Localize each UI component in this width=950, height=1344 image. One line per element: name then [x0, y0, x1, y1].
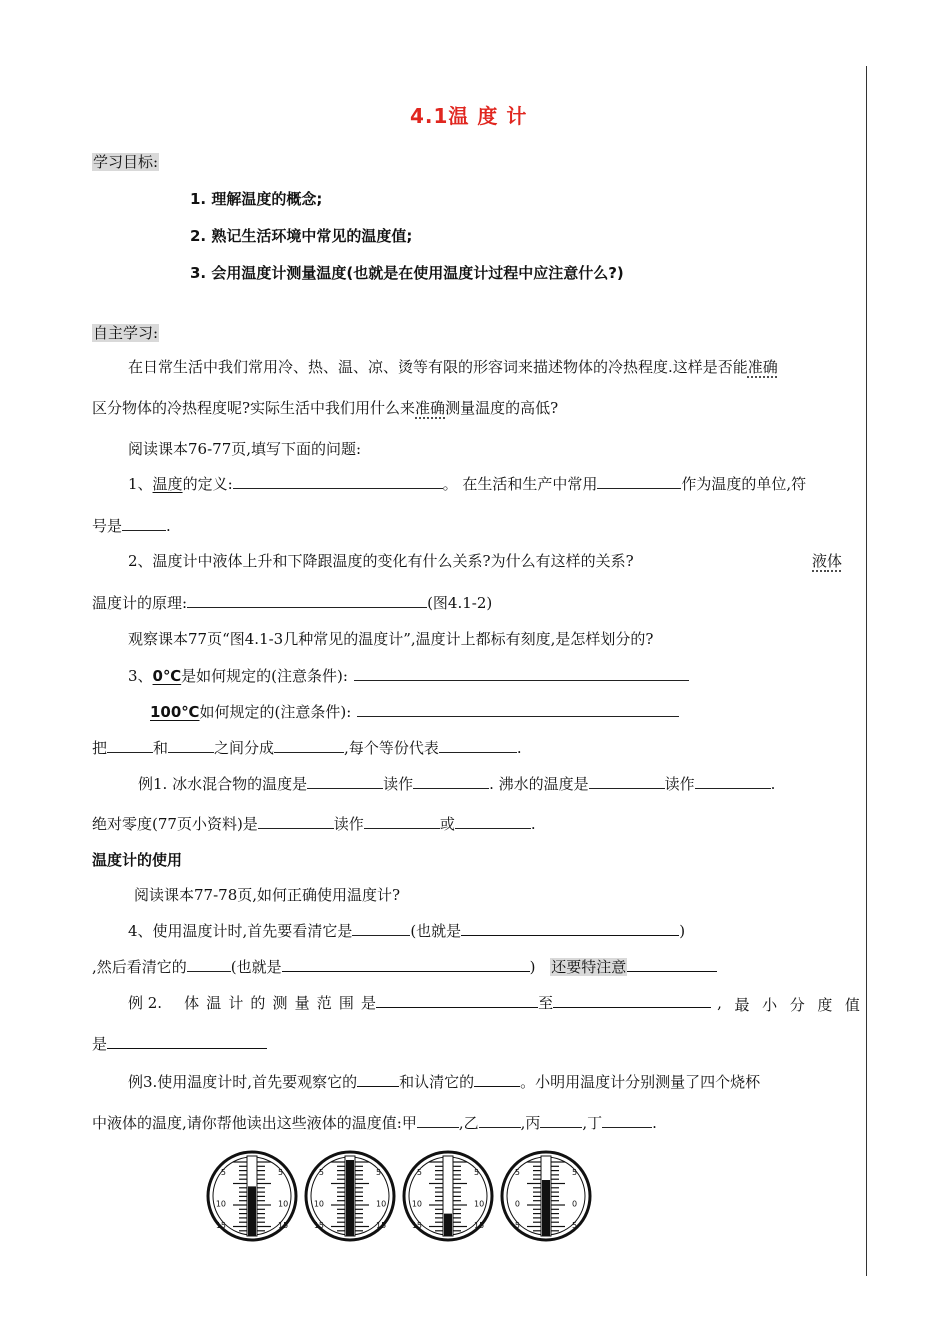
example-1: 例1. 冰水混合物的温度是 读作 . 沸水的温度是 读作 .	[138, 775, 776, 793]
fill-blank[interactable]	[417, 1113, 459, 1128]
question-1-cont: 号是 .	[92, 517, 171, 535]
fill-blank[interactable]	[455, 814, 531, 829]
dial-label: 10	[278, 1199, 289, 1209]
intro-line-1: 在日常生活中我们常用冷、热、温、凉、烫等有限的形容词来描述物体的冷热程度.这样是否能准确	[128, 358, 778, 376]
dial-label: 10	[376, 1199, 387, 1209]
liquid-column	[248, 1186, 256, 1236]
fill-blank[interactable]	[439, 738, 517, 753]
fill-blank[interactable]	[354, 666, 689, 681]
spread-char: ,	[717, 994, 722, 1012]
fill-blank[interactable]	[168, 738, 214, 753]
thermometer-dial	[502, 1152, 590, 1240]
thermometer-figures	[205, 1148, 595, 1244]
self-study-heading: 自主学习:	[93, 324, 159, 342]
dial-label: 5	[572, 1168, 578, 1177]
dial-label: 5	[572, 1221, 578, 1230]
read-note: 阅读课本76-77页,填写下面的问题:	[128, 440, 362, 458]
fill-blank[interactable]	[376, 993, 538, 1008]
dial-label: 10	[474, 1199, 485, 1209]
fill-blank[interactable]	[357, 1072, 399, 1087]
usage-heading: 温度计的使用	[92, 851, 183, 869]
spread-char: 围	[338, 994, 354, 1012]
question-4: 4、使用温度计时,首先要看清它是 (也就是 )	[128, 922, 686, 940]
dial-label: 0	[514, 1199, 520, 1209]
thermometer-dial	[306, 1152, 394, 1240]
goals-heading: 学习目标:	[93, 153, 159, 171]
fill-blank[interactable]	[695, 774, 771, 789]
absolute-zero-line: 绝对零度(77页小资料)是 读作 或 .	[92, 815, 536, 833]
usage-read-note: 阅读课本77-78页,如何正确使用温度计?	[134, 886, 401, 904]
dial-label: 5	[514, 1168, 520, 1177]
spread-char: 计	[228, 994, 244, 1012]
fill-blank[interactable]	[274, 738, 344, 753]
fill-blank[interactable]	[413, 774, 489, 789]
example-2: 例 2. 体 温 计 的 测 量 范 围 是 至 , 最 小 分 度 值	[128, 994, 860, 1014]
spread-char: 体	[184, 994, 200, 1012]
spread-char: 温	[206, 994, 222, 1012]
fill-blank[interactable]	[553, 993, 711, 1008]
fill-blank[interactable]	[627, 957, 717, 972]
dial-label: 15	[313, 1221, 324, 1230]
dial-label: 15	[278, 1221, 289, 1230]
liquid-column	[346, 1160, 354, 1236]
liquid-column	[444, 1214, 452, 1236]
dial-label: 5	[220, 1168, 226, 1177]
fill-blank[interactable]	[540, 1113, 582, 1128]
spread-char: 的	[250, 994, 266, 1012]
fill-blank[interactable]	[187, 593, 427, 608]
fill-blank[interactable]	[107, 738, 153, 753]
dial-label: 5	[474, 1168, 480, 1177]
dial-label: 10	[313, 1199, 324, 1209]
fill-blank[interactable]	[307, 774, 383, 789]
fill-blank[interactable]	[479, 1113, 521, 1128]
fill-blank[interactable]	[352, 921, 410, 936]
fill-blank[interactable]	[357, 702, 679, 717]
goal-item: 3. 会用温度计测量温度(也就是在使用温度计过程中应注意什么?)	[190, 264, 624, 282]
liquid-column	[542, 1180, 550, 1236]
split-line: 把 和 之间分成 ,每个等份代表 .	[92, 739, 522, 757]
question-2: 2、温度计中液体上升和下降跟温度的变化有什么关系?为什么有这样的关系?	[128, 552, 634, 570]
dial-label: 5	[416, 1168, 422, 1177]
thermometer-dial	[404, 1152, 492, 1240]
fill-blank[interactable]	[364, 814, 440, 829]
fill-blank[interactable]	[233, 474, 443, 489]
fill-blank[interactable]	[107, 1034, 267, 1049]
observe-note: 观察课本77页“图4.1-3几种常见的温度计”,温度计上都标有刻度,是怎样划分的?	[128, 630, 654, 648]
example-2-cont: 是	[92, 1033, 267, 1054]
dial-label: 15	[474, 1221, 485, 1230]
fill-blank[interactable]	[187, 957, 231, 972]
spread-char: 是	[360, 994, 376, 1012]
dial-label: 10	[215, 1199, 226, 1209]
dial-label: 15	[411, 1221, 422, 1230]
spread-char: 值	[844, 996, 860, 1014]
margin-rule	[866, 66, 867, 1276]
question-1: 1、温度的定义: 。 在生活和生产中常用 作为温度的单位,符	[128, 475, 807, 493]
thermometer-dial	[208, 1152, 296, 1240]
spread-char: 最	[734, 996, 750, 1014]
dial-label: 15	[215, 1221, 226, 1230]
page-title: 4.1温 度 计	[410, 104, 528, 128]
spread-char: 范	[316, 994, 332, 1012]
fill-blank[interactable]	[589, 774, 665, 789]
fill-blank[interactable]	[602, 1113, 652, 1128]
example-3-cont: 中液体的温度,请你帮他读出这些液体的温度值:甲 ,乙 ,丙 ,丁 .	[92, 1114, 657, 1132]
goal-item: 1. 理解温度的概念;	[190, 190, 323, 208]
dial-label: 5	[278, 1168, 284, 1177]
dial-label: 15	[376, 1221, 387, 1230]
fill-blank[interactable]	[474, 1072, 520, 1087]
dial-label: 5	[318, 1168, 324, 1177]
question-4-cont: ,然后看清它的 (也就是 ) 还要特注意	[92, 956, 717, 977]
spread-char: 度	[817, 996, 833, 1014]
intro-line-2: 区分物体的冷热程度呢?实际生活中我们用什么来准确测量温度的高低?	[92, 399, 559, 417]
question-3-hundred: 100℃如何规定的(注意条件):	[150, 701, 679, 722]
dial-label: 5	[376, 1168, 382, 1177]
example-3: 例3.使用温度计时,首先要观察它的 和认清它的 。小明用温度计分别测量了四个烧杯	[128, 1073, 761, 1091]
dial-label: 10	[411, 1199, 422, 1209]
spread-char: 量	[294, 994, 310, 1012]
goal-item: 2. 熟记生活环境中常见的温度值;	[190, 227, 413, 245]
fill-blank[interactable]	[258, 814, 334, 829]
spread-char: 测	[272, 994, 288, 1012]
fill-blank[interactable]	[282, 957, 530, 972]
question-2-side: 液体	[812, 552, 843, 570]
question-3-zero: 3、0℃是如何规定的(注意条件):	[128, 665, 689, 686]
dial-label: 0	[572, 1199, 578, 1209]
fill-blank[interactable]	[122, 516, 166, 531]
spread-char: 小	[762, 996, 778, 1014]
principle-line: 温度计的原理: (图4.1-2)	[92, 594, 493, 612]
fill-blank[interactable]	[461, 921, 679, 936]
dial-label: 5	[514, 1221, 520, 1230]
fill-blank[interactable]	[597, 474, 681, 489]
spread-char: 分	[789, 996, 805, 1014]
